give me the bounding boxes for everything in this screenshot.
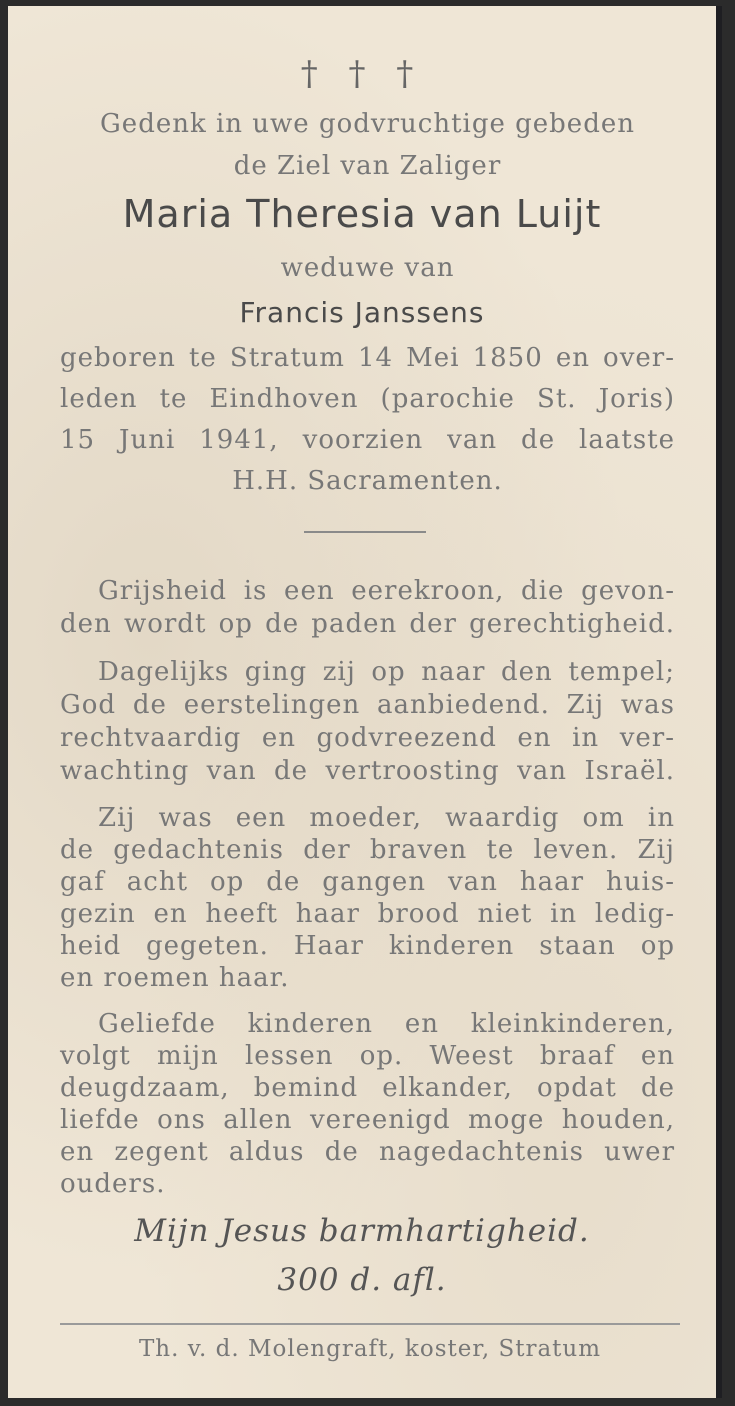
crosses-symbol: † † †: [300, 54, 424, 94]
text-line: ouders.: [60, 1169, 166, 1199]
text-line: gezin en heeft haar brood niet in ledig-: [60, 899, 675, 929]
divider-short: [304, 531, 426, 533]
text-line: heid gegeten. Haar kinderen staan op: [60, 931, 675, 961]
text-line: en roemen haar.: [60, 963, 290, 993]
text-line: Grijsheid is een eerekroon, die gevon-: [98, 576, 675, 606]
text-line: gaf acht op de gangen van haar huis-: [60, 867, 675, 897]
text-line: Geliefde kinderen en kleinkinderen,: [98, 1009, 675, 1039]
biography-line-1: geboren te Stratum 14 Mei 1850 en over-: [60, 343, 675, 373]
text-line: wachting van de vertroosting van Israël.: [60, 756, 675, 786]
intro-line-2: de Ziel van Zaliger: [233, 151, 502, 181]
text-line: Zij was een moeder, waardig om in: [98, 803, 675, 833]
text-line: den wordt op de paden der gerechtigheid.: [60, 609, 675, 639]
printer-credit: Th. v. d. Molengraft, koster, Stratum: [138, 1336, 602, 1362]
biography-line-3: 15 Juni 1941, voorzien van de laatste: [60, 425, 675, 455]
text-line: liefde ons allen vereenigd moge houden,: [60, 1105, 675, 1135]
relation-text: weduwe van: [280, 253, 455, 283]
text-line: rechtvaardig en godvreezend en in ver-: [60, 723, 675, 753]
text-line: de gedachtenis der braven te leven. Zij: [60, 835, 675, 865]
text-line: deugdzaam, bemind elkander, opdat de: [60, 1073, 675, 1103]
deceased-name: Maria Theresia van Luijt: [122, 192, 602, 236]
text-line: God de eerstelingen aanbiedend. Zij was: [60, 690, 675, 720]
prayer-text: Mijn Jesus barmhartigheid.: [134, 1213, 590, 1249]
biography-line-4: H.H. Sacramenten.: [232, 466, 503, 496]
indulgence-text: 300 d. afl.: [277, 1262, 447, 1298]
text-line: volgt mijn lessen op. Weest braaf en: [60, 1041, 675, 1071]
text-line: Dagelijks ging zij op naar den tempel;: [98, 657, 675, 687]
divider-bottom: [60, 1323, 680, 1325]
intro-line-1: Gedenk in uwe godvruchtige gebeden: [100, 109, 635, 139]
husband-name: Francis Janssens: [239, 296, 485, 329]
text-line: en zegent aldus de nagedachtenis uwer: [60, 1137, 675, 1167]
memorial-card: [8, 6, 722, 1398]
biography-line-2: leden te Eindhoven (parochie St. Joris): [60, 384, 675, 414]
